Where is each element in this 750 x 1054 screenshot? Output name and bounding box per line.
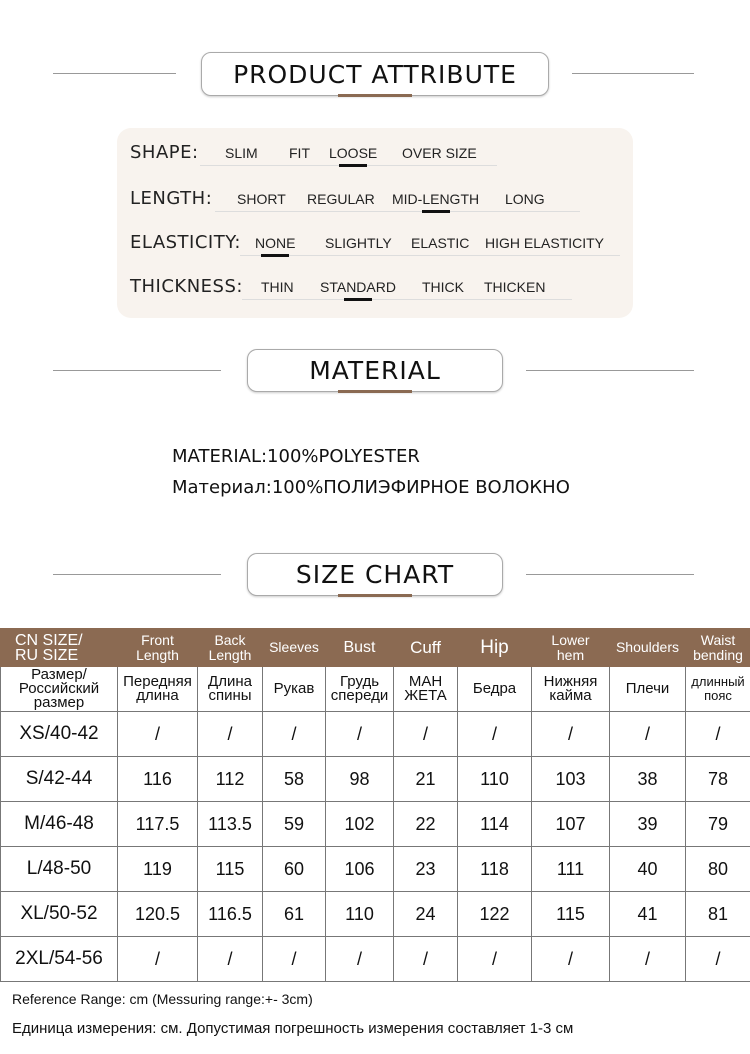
measurement-cell: 107 [532,802,610,847]
attribute-panel [117,128,633,318]
divider [53,574,221,575]
table-row [1,802,750,847]
divider [53,370,221,371]
measurement-cell: / [458,712,532,757]
section-title-material [247,349,503,392]
attribute-option: ELASTIC [411,235,470,251]
attribute-option: STANDARD [320,279,396,295]
measurement-cell: / [263,712,326,757]
section-title-text: SIZE CHART [295,560,455,589]
section-title-text: PRODUCT ATTRIBUTE [233,59,517,89]
material-en: MATERIAL:100%POLYESTER [172,446,420,467]
measurement-cell: 120.5 [118,892,198,937]
selected-marker [344,298,372,301]
measurement-cell: 102 [326,802,394,847]
column-header-ru: Грудь спереди [326,667,394,712]
column-header: Hip [458,629,532,667]
measurement-cell: 39 [610,802,686,847]
column-header: Cuff [394,629,458,667]
column-header: Lower hem [532,629,610,667]
measurement-cell: / [263,937,326,982]
attribute-label: ELASTICITY: [130,232,241,253]
size-cell: 2XL/54-56 [1,937,118,982]
measurement-cell: 58 [263,757,326,802]
section-title-size-chart [247,553,503,596]
measurement-cell: / [118,937,198,982]
measurement-cell: 118 [458,847,532,892]
measurement-cell: 113.5 [198,802,263,847]
size-cell: S/42-44 [1,757,118,802]
divider [526,370,694,371]
divider [526,574,694,575]
measurement-cell: 59 [263,802,326,847]
table-row [1,712,750,757]
measurement-cell: 110 [458,757,532,802]
selected-marker [339,164,367,167]
measurement-cell: 80 [686,847,750,892]
note-en: Reference Range: cm (Messuring range:+- 3cm) [12,991,313,1007]
measurement-cell: 98 [326,757,394,802]
measurement-cell: 23 [394,847,458,892]
column-header-ru: длинный пояс [686,667,750,712]
attribute-option: SHORT [237,191,286,207]
column-header-ru: Размер/ Российский размер [1,667,118,712]
measurement-cell: 78 [686,757,750,802]
attribute-label: LENGTH: [130,188,213,209]
measurement-cell: / [326,712,394,757]
measurement-cell: 110 [326,892,394,937]
measurement-cell: / [610,712,686,757]
measurement-cell: / [610,937,686,982]
measurement-cell: / [532,937,610,982]
material-ru: Материал:100%ПОЛИЭФИРНОЕ ВОЛОКНО [172,477,570,498]
attribute-option: LOOSE [329,145,378,161]
column-header: Waist bending [686,629,750,667]
column-header: Front Length [118,629,198,667]
measurement-cell: 103 [532,757,610,802]
measurement-cell: 114 [458,802,532,847]
attribute-option: SLIM [225,145,258,161]
attribute-baseline [242,299,572,300]
attribute-option: HIGH ELASTICITY [485,235,605,251]
column-header: Bust [326,629,394,667]
measurement-cell: 60 [263,847,326,892]
measurement-cell: / [458,937,532,982]
measurement-cell: 122 [458,892,532,937]
divider [572,73,694,74]
size-cell: XS/40-42 [1,712,118,757]
attribute-option: MID-LENGTH [392,191,480,207]
column-header: Sleeves [263,629,326,667]
russian-header-row [1,667,750,712]
measurement-cell: 24 [394,892,458,937]
measurement-cell: / [198,712,263,757]
title-underline [338,94,412,97]
measurement-cell: 79 [686,802,750,847]
attribute-option: THICKEN [484,279,546,295]
measurement-cell: 111 [532,847,610,892]
measurement-cell: 119 [118,847,198,892]
size-cell: XL/50-52 [1,892,118,937]
column-header-ru: Плечи [610,667,686,712]
measurement-cell: 116 [118,757,198,802]
measurement-cell: / [326,937,394,982]
attribute-option: REGULAR [307,191,375,207]
measurement-cell: / [686,712,750,757]
table-row [1,847,750,892]
attribute-option: THICK [422,279,464,295]
size-chart-table [0,628,750,982]
table-row [1,757,750,802]
attribute-option: FIT [289,145,310,161]
measurement-cell: / [532,712,610,757]
measurement-cell: 106 [326,847,394,892]
measurement-cell: 117.5 [118,802,198,847]
attribute-option: SLIGHTLY [325,235,392,251]
column-header: Back Length [198,629,263,667]
column-header-ru: Передняя длина [118,667,198,712]
measurement-cell: 38 [610,757,686,802]
attribute-baseline [240,255,620,256]
measurement-cell: 115 [532,892,610,937]
column-header: Shoulders [610,629,686,667]
column-header-ru: Нижняя кайма [532,667,610,712]
section-title-text: MATERIAL [309,356,441,385]
column-header: CN SIZE/ RU SIZE [1,629,118,667]
measurement-cell: / [118,712,198,757]
column-header-ru: Рукав [263,667,326,712]
measurement-cell: 115 [198,847,263,892]
size-cell: L/48-50 [1,847,118,892]
note-ru: Единица измерения: см. Допустимая погрешность измерения составляет 1-3 см [12,1020,574,1037]
attribute-option: OVER SIZE [402,145,477,161]
measurement-cell: 61 [263,892,326,937]
attribute-baseline [215,211,580,212]
table-row [1,892,750,937]
measurement-cell: 81 [686,892,750,937]
attribute-label: THICKNESS: [130,276,243,297]
measurement-cell: / [394,712,458,757]
attribute-option: THIN [261,279,294,295]
measurement-cell: 112 [198,757,263,802]
title-underline [338,390,412,393]
measurement-cell: 22 [394,802,458,847]
measurement-cell: 40 [610,847,686,892]
table-row [1,937,750,982]
attribute-option: NONE [255,235,296,251]
column-header-ru: Длина спины [198,667,263,712]
column-header-ru: Бедра [458,667,532,712]
attribute-option: LONG [505,191,545,207]
size-cell: M/46-48 [1,802,118,847]
measurement-cell: / [198,937,263,982]
measurement-cell: / [394,937,458,982]
selected-marker [261,254,289,257]
column-header-ru: МАН ЖЕТА [394,667,458,712]
measurement-cell: / [686,937,750,982]
measurement-cell: 41 [610,892,686,937]
attribute-label: SHAPE: [130,142,199,163]
selected-marker [422,210,450,213]
measurement-cell: 116.5 [198,892,263,937]
divider [53,73,176,74]
section-title-attribute [201,52,549,96]
measurement-cell: 21 [394,757,458,802]
title-underline [338,594,412,597]
